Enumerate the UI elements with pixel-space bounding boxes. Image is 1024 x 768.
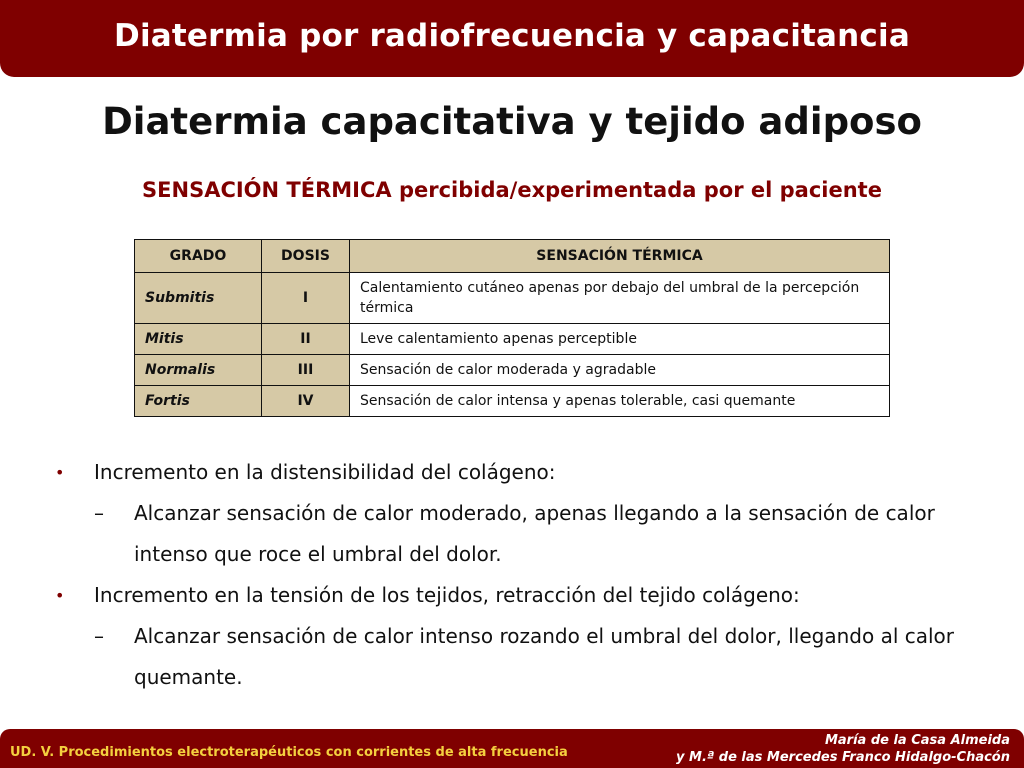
dosis-cell: IV	[262, 386, 350, 417]
table-row	[135, 324, 890, 355]
dosis-cell: III	[262, 355, 350, 386]
slide-subtitle: Diatermia capacitativa y tejido adiposo	[102, 100, 922, 143]
sensacion-cell: Sensación de calor moderada y agradable	[350, 355, 890, 386]
sensacion-cell: Calentamiento cutáneo apenas por debajo del umbral de la percepción térmica	[350, 273, 890, 324]
footer-authors	[676, 732, 1010, 766]
table-header-row	[135, 240, 890, 273]
sensacion-cell: Sensación de calor intensa y apenas tolerable, casi quemante	[350, 386, 890, 417]
list-item	[55, 575, 975, 698]
thermal-sensation-table	[134, 239, 890, 417]
list-item	[55, 452, 975, 575]
table-row	[135, 386, 890, 417]
column-header-dosis: DOSIS	[262, 240, 350, 273]
bullet-dot-icon: •	[55, 463, 65, 482]
footer-author-line-2: y M.ª de las Mercedes Franco Hidalgo-Chacón	[676, 750, 1010, 765]
dash-icon: –	[94, 501, 104, 525]
bullet-text: Incremento en la tensión de los tejidos, retracción del tejido colágeno:	[94, 583, 800, 607]
grado-cell: Mitis	[135, 324, 262, 355]
bullet-list	[55, 452, 975, 698]
list-item	[94, 493, 954, 575]
dash-icon: –	[94, 624, 104, 648]
grado-cell: Normalis	[135, 355, 262, 386]
list-item	[94, 616, 954, 698]
slide-header-title: Diatermia por radiofrecuencia y capacitancia	[114, 18, 910, 54]
grado-cell: Fortis	[135, 386, 262, 417]
column-header-sensacion: SENSACIÓN TÉRMICA	[350, 240, 890, 273]
sensacion-cell: Leve calentamiento apenas perceptible	[350, 324, 890, 355]
sub-bullet-text: Alcanzar sensación de calor moderado, apenas llegando a la sensación de calor intenso que roce el umbral del dolor.	[134, 501, 935, 566]
footer-course-unit: UD. V. Procedimientos electroterapéuticos con corrientes de alta frecuencia	[10, 745, 568, 760]
sub-bullet-text: Alcanzar sensación de calor intenso rozando el umbral del dolor, llegando al calor quemante.	[134, 624, 954, 689]
dosis-cell: I	[262, 273, 350, 324]
sub-list	[94, 493, 975, 575]
dosis-cell: II	[262, 324, 350, 355]
section-heading: SENSACIÓN TÉRMICA percibida/experimentada por el paciente	[142, 178, 882, 202]
table-row	[135, 355, 890, 386]
sub-list	[94, 616, 975, 698]
bullet-dot-icon: •	[55, 586, 65, 605]
footer-author-line-1: María de la Casa Almeida	[824, 733, 1010, 748]
bullet-text: Incremento en la distensibilidad del colágeno:	[94, 460, 556, 484]
grado-cell: Submitis	[135, 273, 262, 324]
table-row	[135, 273, 890, 324]
column-header-grado: GRADO	[135, 240, 262, 273]
